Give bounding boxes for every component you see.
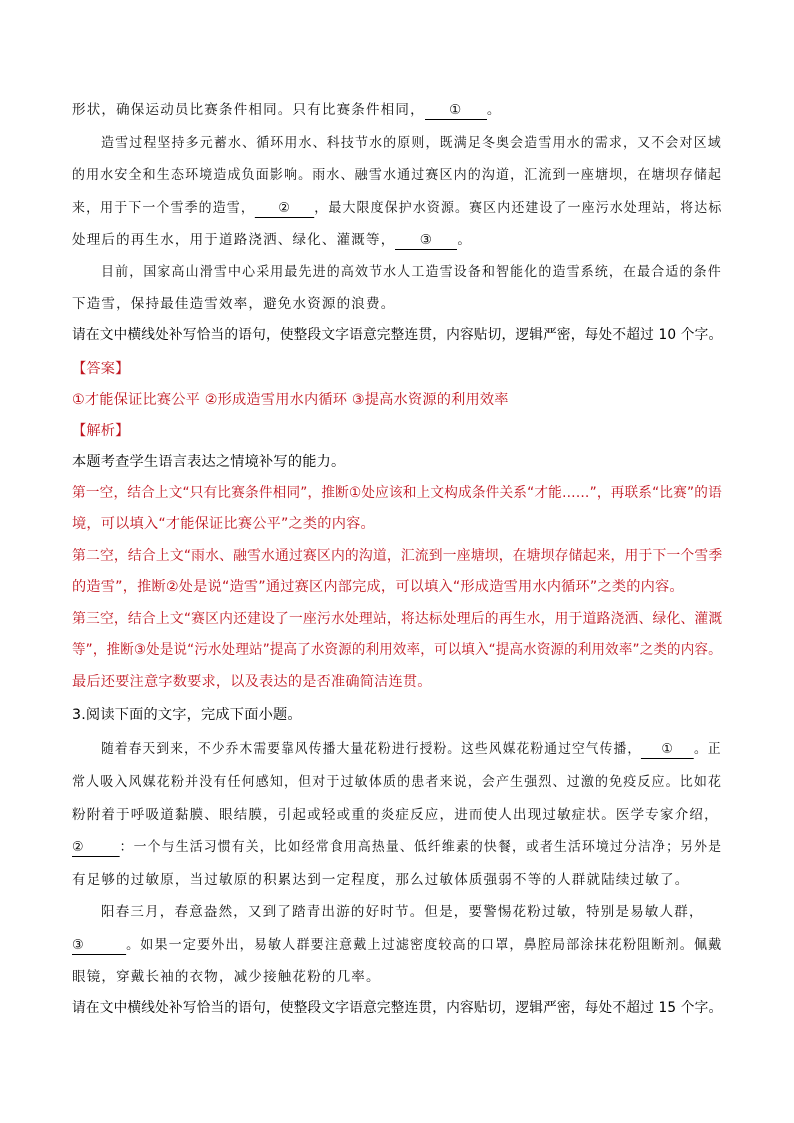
passage-one-line-2: [101, 137, 722, 151]
answer-blank-2: ②: [72, 841, 120, 857]
passage-one-line-6: [101, 266, 722, 280]
passage-two-text: 眼镜，穿戴长袖的衣物，减少接触花粉的几率。: [72, 969, 381, 985]
passage-one-text: 目前，国家高山滑雪中心采用最先进的高效节水人工造雪设备和智能化的造雪系统，在最合适的条件: [101, 264, 722, 280]
answer-blank-3: ③: [395, 234, 457, 250]
passage-two-line-8: [72, 971, 381, 985]
passage-two-line-2: [72, 776, 722, 790]
answer-heading: 【答案】: [72, 361, 130, 377]
passage-one-text: 造雪过程坚持多元蓄水、循环用水、科技节水的原则，既满足冬奥会造雪用水的需求，又不会对区域: [101, 135, 722, 151]
passage-one-text: ，最大限度保护水资源。赛区内还建设了一座污水处理站，将达标: [314, 200, 723, 216]
analysis-line: 的造雪”，推断②处是说“造雪”通过赛区内部完成，可以填入“形成造雪用水内循环”之类的内容。: [72, 579, 684, 595]
passage-two-line-4: [72, 841, 722, 857]
passage-two-text: ：一个与生活习惯有关，比如经常食用高热量、低纤维素的快餐，或者生活环境过分洁净；另外是: [119, 839, 723, 855]
answer-blank-2: ②: [255, 202, 314, 218]
passage-one-line-4: [72, 202, 722, 218]
passage-one-text: 。: [457, 232, 473, 248]
passage-two-text: 。正: [694, 741, 722, 757]
analysis-line: 最后还要注意字数要求，以及表达的是否准确简洁连贯。: [72, 674, 432, 690]
passage-one-text: 下造雪，保持最佳造雪效率，避免水资源的浪费。: [72, 296, 396, 312]
passage-two-line-5: [72, 874, 689, 888]
answer-blank-1: ①: [641, 743, 694, 759]
passage-one-text: 的用水安全和生态环境造成负面影响。雨水、融雪水通过赛区内的沟道，汇流到一座塘坝，在塘坝存储起: [72, 167, 723, 183]
analysis-line: 第三空，结合上文“赛区内还建设了一座污水处理站，将达标处理后的再生水，用于道路浇洒、绿化、灌溉: [72, 611, 723, 627]
passage-one-line-7: [72, 298, 395, 312]
passage-one-text: 处理后的再生水，用于道路浇洒、绿化、灌溉等，: [72, 232, 396, 248]
passage-one-text: 形状，确保运动员比赛条件相同。只有比赛条件相同，: [72, 102, 425, 118]
passage-two-text: 粉附着于呼吸道黏膜、眼结膜，引起或轻或重的炎症反应，进而使人出现过敏症状。医学专家介绍，: [72, 807, 719, 823]
passage-two-text: 阳春三月，春意盎然，又到了踏青出游的好时节。但是，要警惕花粉过敏，特别是易敏人群，: [101, 904, 704, 920]
analysis-line: 第一空，结合上文“只有比赛条件相同”，推断①处应该和上文构成条件关系“才能……”，再联系“比赛”的语: [72, 485, 722, 501]
answer-blank-3: ③: [72, 939, 126, 955]
analysis-heading: 【解析】: [72, 423, 130, 439]
passage-two-text: 常人吸入风媒花粉并没有任何感知，但对于过敏体质的患者来说，会产生强烈、过激的免疫反应。比如花: [72, 774, 723, 790]
question-instruction: 请在文中横线处补写恰当的语句，使整段文字语意完整连贯，内容贴切，逻辑严密，每处不超过 15 个字。: [72, 1000, 723, 1016]
passage-two-line-7: [72, 939, 722, 955]
passage-one-text: 来，用于下一个雪季的造雪，: [72, 200, 255, 216]
passage-two-text: 随着春天到来，不少乔木需要靠风传播大量花粉进行授粉。这些风媒花粉通过空气传播，: [101, 741, 642, 757]
passage-two-line-6: [101, 906, 704, 920]
passage-two-text: 。如果一定要外出，易敏人群要注意戴上过滤密度较高的口罩，鼻腔局部涂抹花粉阻断剂。佩戴: [126, 937, 723, 953]
analysis-line: 等”，推断③处是说“污水处理站”提高了水资源的利用效率，可以填入“提高水资源的利用效率”之类的内容。: [72, 642, 722, 658]
passage-one-text: 。: [486, 102, 502, 118]
passage-one-line-1: [72, 104, 502, 120]
passage-one-line-3: [72, 169, 722, 183]
question-instruction: 请在文中横线处补写恰当的语句，使整段文字语意完整连贯，内容贴切，逻辑严密，每处不超过 10 个字。: [72, 327, 723, 343]
analysis-line: 本题考查学生语言表达之情境补写的能力。: [72, 454, 346, 470]
passage-two-line-3: [72, 809, 719, 823]
analysis-line: 第二空，结合上文“雨水、融雪水通过赛区内的沟道，汇流到一座塘坝，在塘坝存储起来，用于下一个雪季: [72, 548, 723, 564]
analysis-line: 境，可以填入“才能保证比赛公平”之类的内容。: [72, 516, 375, 532]
passage-two-text: 有足够的过敏原，当过敏原的积累达到一定程度，那么过敏体质强弱不等的人群就陆续过敏了。: [72, 872, 690, 888]
passage-one-line-5: [72, 234, 472, 250]
answer-text: ①才能保证比赛公平 ②形成造雪用水内循环 ③提高水资源的利用效率: [72, 392, 509, 408]
answer-blank-1: ①: [425, 104, 487, 120]
question-title: 3.阅读下面的文字，完成下面小题。: [72, 707, 302, 723]
passage-two-line-1: [101, 743, 722, 759]
